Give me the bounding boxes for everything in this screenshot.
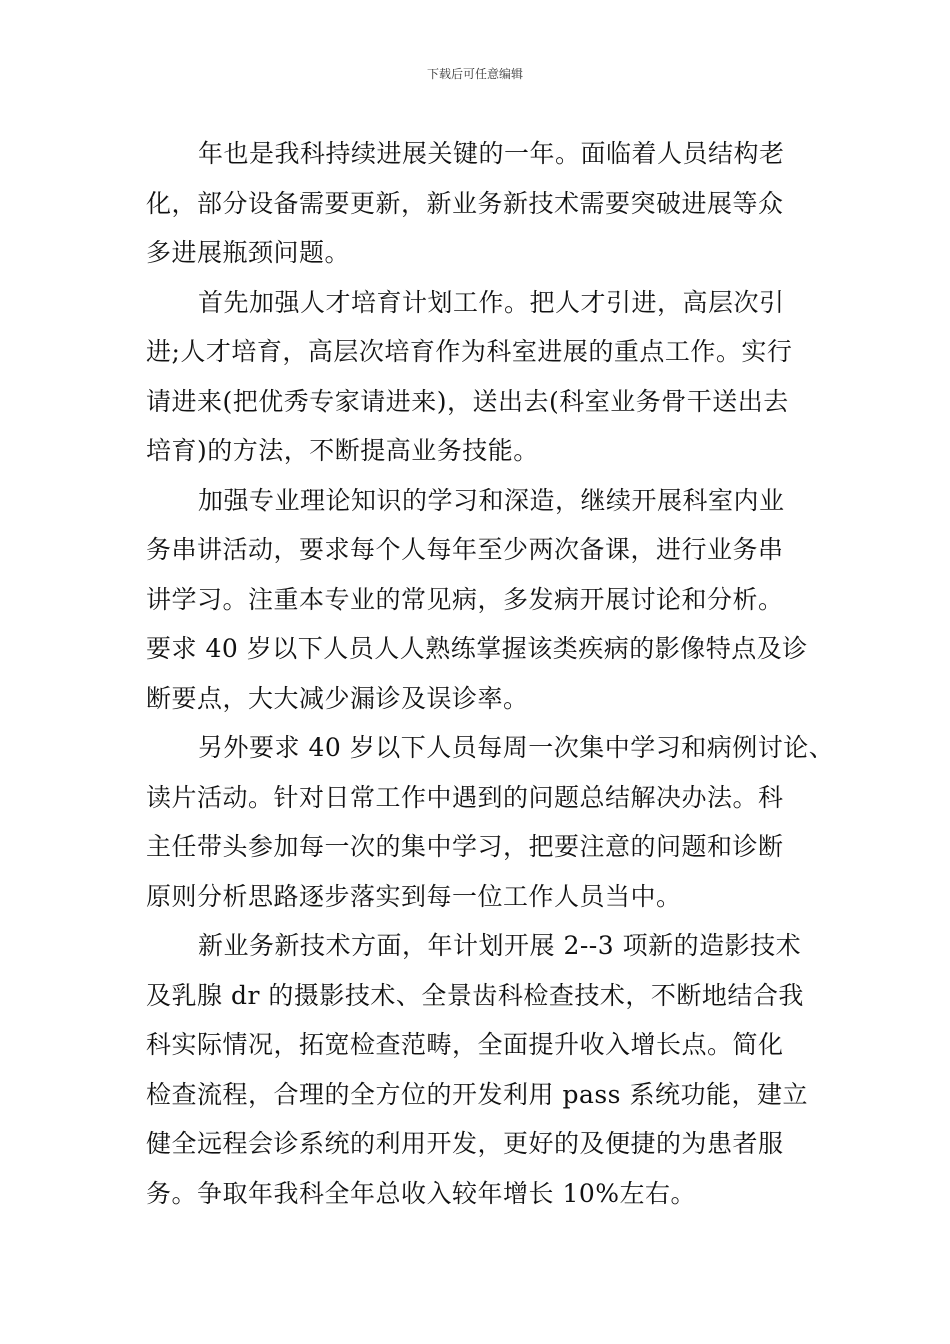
text-line: 及乳腺 dr 的摄影技术、全景齿科检查技术，不断地结合我: [146, 980, 804, 1010]
text-line: 健全远程会诊系统的利用开发，更好的及便捷的为患者服: [146, 1129, 784, 1158]
page-header: 下载后可任意编辑: [426, 67, 523, 81]
text-line: 多进展瓶颈问题。: [146, 238, 351, 267]
text-line: 断要点，大大减少漏诊及误诊率。: [146, 683, 529, 713]
text-line: 首先加强人才培育计划工作。把人才引进，高层次引: [198, 287, 785, 317]
text-line: 务串讲活动，要求每个人每年至少两次备课，进行业务串: [146, 535, 784, 564]
text-line: 培育)的方法，不断提高业务技能。: [146, 436, 539, 465]
text-line: 务。争取年我科全年总收入较年增长 10%左右。: [146, 1178, 697, 1208]
document-body: [146, 129, 835, 1218]
text-line: 讲学习。注重本专业的常见病，多发病开展讨论和分析。: [146, 584, 784, 614]
text-line: 年也是我科持续进展关键的一年。面临着人员结构老: [198, 139, 785, 168]
text-line: 请进来(把优秀专家请进来)，送出去(科室业务骨干送出去: [146, 386, 789, 416]
text-line: 科实际情况，拓宽检查范畴，全面提升收入增长点。简化: [146, 1030, 784, 1059]
paragraph-2: [146, 278, 810, 476]
paragraph-4: [146, 723, 835, 921]
text-line: 检查流程，合理的全方位的开发利用 pass 系统功能，建立: [146, 1079, 808, 1109]
text-line: 主任带头参加每一次的集中学习，把要注意的问题和诊断: [146, 832, 784, 861]
text-line: 另外要求 40 岁以下人员每周一次集中学习和病例讨论、: [198, 733, 835, 762]
text-line: 原则分析思路逐步落实到每一位工作人员当中。: [146, 881, 682, 911]
paragraph-3: [146, 476, 810, 724]
paragraph-1: [146, 129, 810, 278]
text-line: 要求 40 岁以下人员人人熟练掌握该类疾病的影像特点及诊: [146, 634, 808, 663]
text-line: 化，部分设备需要更新，新业务新技术需要突破进展等众: [146, 188, 784, 218]
text-line: 读片活动。针对日常工作中遇到的问题总结解决办法。科: [146, 782, 784, 812]
paragraph-5: [146, 921, 810, 1218]
text-line: 加强专业理论知识的学习和深造，继续开展科室内业: [198, 485, 785, 515]
text-line: 进;人才培育，高层次培育作为科室进展的重点工作。实行: [146, 337, 793, 366]
text-line: 新业务新技术方面，年计划开展 2--3 项新的造影技术: [198, 931, 802, 960]
